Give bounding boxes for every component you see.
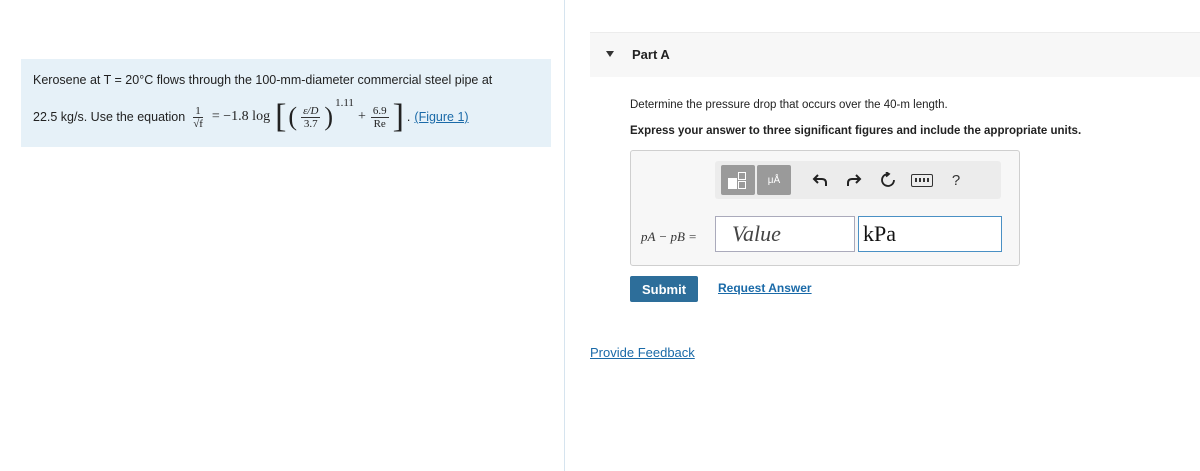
templates-icon[interactable]: [721, 165, 755, 195]
eq-right-paren-icon: ): [324, 102, 334, 131]
part-a-header[interactable]: [590, 32, 1200, 77]
eq-plus: +: [357, 109, 366, 124]
eq-separator: .: [406, 110, 411, 124]
redo-icon[interactable]: [837, 165, 871, 195]
problem-line-1: Kerosene at T = 20°C flows through the 100-mm-diameter commercial steel pipe at: [33, 73, 493, 87]
unit-input[interactable]: kPa: [858, 216, 1002, 252]
submit-button[interactable]: Submit: [630, 276, 698, 302]
eq-lhs-num: 1: [195, 104, 201, 117]
panel-divider: [564, 0, 565, 471]
eq-exponent: 1.11: [335, 97, 354, 109]
answer-expression-label: pA − pB =: [641, 229, 697, 244]
eq-ratio-den: 3.7: [303, 117, 318, 130]
keyboard-icon[interactable]: [905, 165, 939, 195]
instruction-text: Express your answer to three significant figures and include the appropriate units.: [630, 125, 1082, 137]
eq-re-num: 6.9: [372, 104, 387, 117]
eq-re-fraction: [371, 105, 389, 130]
figure-link[interactable]: (Figure 1): [414, 110, 469, 124]
problem-statement: [21, 59, 551, 147]
reset-icon[interactable]: [871, 165, 905, 195]
value-input[interactable]: Value: [715, 216, 855, 252]
eq-left-bracket-icon: [: [275, 98, 287, 135]
answer-box: [630, 150, 1020, 266]
undo-icon[interactable]: [803, 165, 837, 195]
collapse-caret-icon[interactable]: [606, 51, 614, 57]
part-title: Part A: [632, 47, 670, 62]
eq-lhs-den: √f: [193, 117, 203, 130]
help-icon[interactable]: ?: [951, 171, 961, 189]
problem-line-2: [33, 99, 469, 135]
provide-feedback-link[interactable]: Provide Feedback: [590, 345, 695, 360]
question-text: Determine the pressure drop that occurs over the 40-m length.: [630, 99, 948, 111]
eq-equals-log: = −1.8 log: [211, 109, 271, 124]
eq-left-paren-icon: (: [288, 102, 298, 131]
eq-re-den: Re: [373, 117, 386, 130]
problem-line-2-prefix: 22.5 kg/s. Use the equation: [33, 110, 186, 124]
eq-lhs-fraction: [191, 105, 205, 130]
eq-ratio-fraction: [301, 105, 320, 130]
math-toolbar: [715, 161, 1001, 199]
eq-right-bracket-icon: ]: [392, 98, 404, 135]
units-icon[interactable]: μÅ: [757, 165, 791, 195]
eq-ratio-num: ε/D: [303, 104, 319, 117]
request-answer-link[interactable]: Request Answer: [718, 281, 812, 295]
